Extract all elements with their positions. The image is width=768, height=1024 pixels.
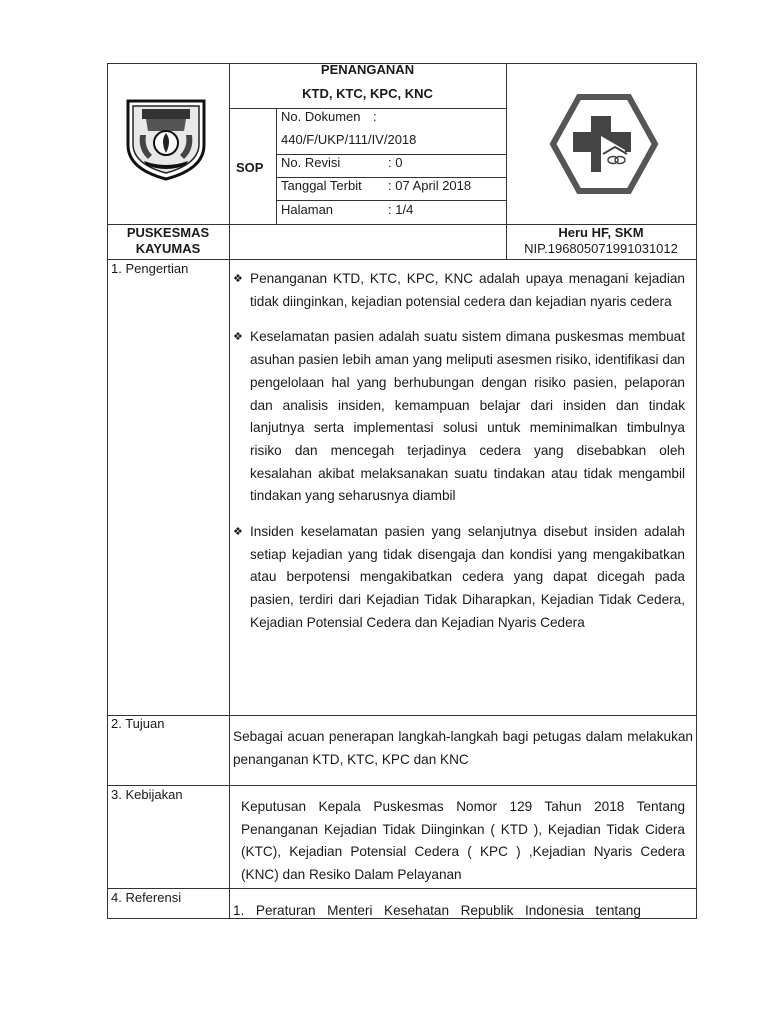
page-label: Halaman — [281, 202, 334, 217]
tujuan-text: Sebagai acuan penerapan langkah-langkah bagi petugas dalam melakukan penanganan KTD, KTC, KPC dan KNC — [233, 729, 693, 767]
date-value: : 07 April 2018 — [388, 178, 472, 193]
doc-number-label: No. Dokumen — [281, 109, 361, 124]
diamond-bullet-icon: ❖ — [233, 331, 243, 344]
kebijakan-text: Keputusan Kepala Puskesmas Nomor 129 Tahun 2018 Tentang Penanganan Kejadian Tidak Diinginkan ( KTD ), Kejadian Tidak Cidera (KTC), Kejadian Potensial Cedera ( KPC ) ,Kejadian Nyaris Cedera (KNC) dan Resiko Dalam Pelayanan — [241, 799, 685, 883]
list-item-text: Keselamatan pasien adalah suatu sistem dimana puskesmas membuat asuhan pasien lebih aman yang meliputi asesmen risiko, identifikasi dan pengelolaan hal yang berhubungan dengan risiko pasien, pelaporan dan analisis insiden, kemampuan belajar dari insiden dan tindak lanjutnya serta implementasi solusi untuk meminimalkan timbulnya risiko dan mencegah terjadinya cedera yang disebabkan oleh kesalahan akibat melaksanakan suatu tindakan atau tidak mengambil tindakan yang seharusnya diambil — [250, 329, 685, 504]
doc-number-colon: : — [373, 109, 377, 124]
document-title-line1: PENANGANAN — [320, 62, 415, 77]
list-item — [233, 521, 685, 635]
list-item — [233, 268, 685, 313]
regency-crest-icon — [124, 95, 208, 181]
revision-label: No. Revisi — [281, 155, 341, 170]
definition-list — [233, 268, 685, 635]
list-item-text: Penanganan KTD, KTC, KPC, KNC adalah upaya menagani kejadian tidak diinginkan, kejadian potensial cedera dan kejadian nyaris cedera — [250, 271, 685, 309]
revision-value: : 0 — [388, 155, 403, 170]
list-item — [233, 326, 685, 508]
puskesmas-cross-logo-icon — [549, 94, 659, 194]
page-value: : 1/4 — [388, 202, 414, 217]
section-label-kebijakan: 3. Kebijakan — [111, 787, 183, 802]
referensi-text: 1. Peraturan Menteri Kesehatan Republik Indonesia tentang — [233, 903, 641, 918]
date-label: Tanggal Terbit — [281, 178, 362, 193]
list-item-text: Insiden keselamatan pasien yang selanjutnya disebut insiden adalah setiap kejadian yang tidak disengaja dan kondisi yang mengakibatkan atau berpotensi mengakibatkan cedera yang dapat dicegah pada pasien, terdiri dari Kejadian Tidak Diharapkan, Kejadian Tidak Cedera, Kejadian Potensial Cedera dan Kejadian Nyaris Cedera — [250, 524, 685, 630]
signer-name: Heru HF, SKM — [558, 225, 644, 240]
diamond-bullet-icon: ❖ — [233, 526, 243, 539]
org-name-line1: PUSKESMAS — [126, 225, 210, 240]
doc-number-value: 440/F/UKP/111/IV/2018 — [281, 132, 417, 147]
org-name-line2: KAYUMAS — [135, 241, 201, 256]
sop-label: SOP — [236, 160, 264, 175]
signer-nip: NIP.196805071991031012 — [524, 241, 678, 256]
diamond-bullet-icon: ❖ — [233, 273, 243, 285]
document-title-line2: KTD, KTC, KPC, KNC — [302, 86, 433, 101]
section-label-referensi: 4. Referensi — [111, 890, 182, 905]
section-label-pengertian: 1. Pengertian — [111, 261, 189, 276]
section-label-tujuan: 2. Tujuan — [111, 716, 165, 731]
